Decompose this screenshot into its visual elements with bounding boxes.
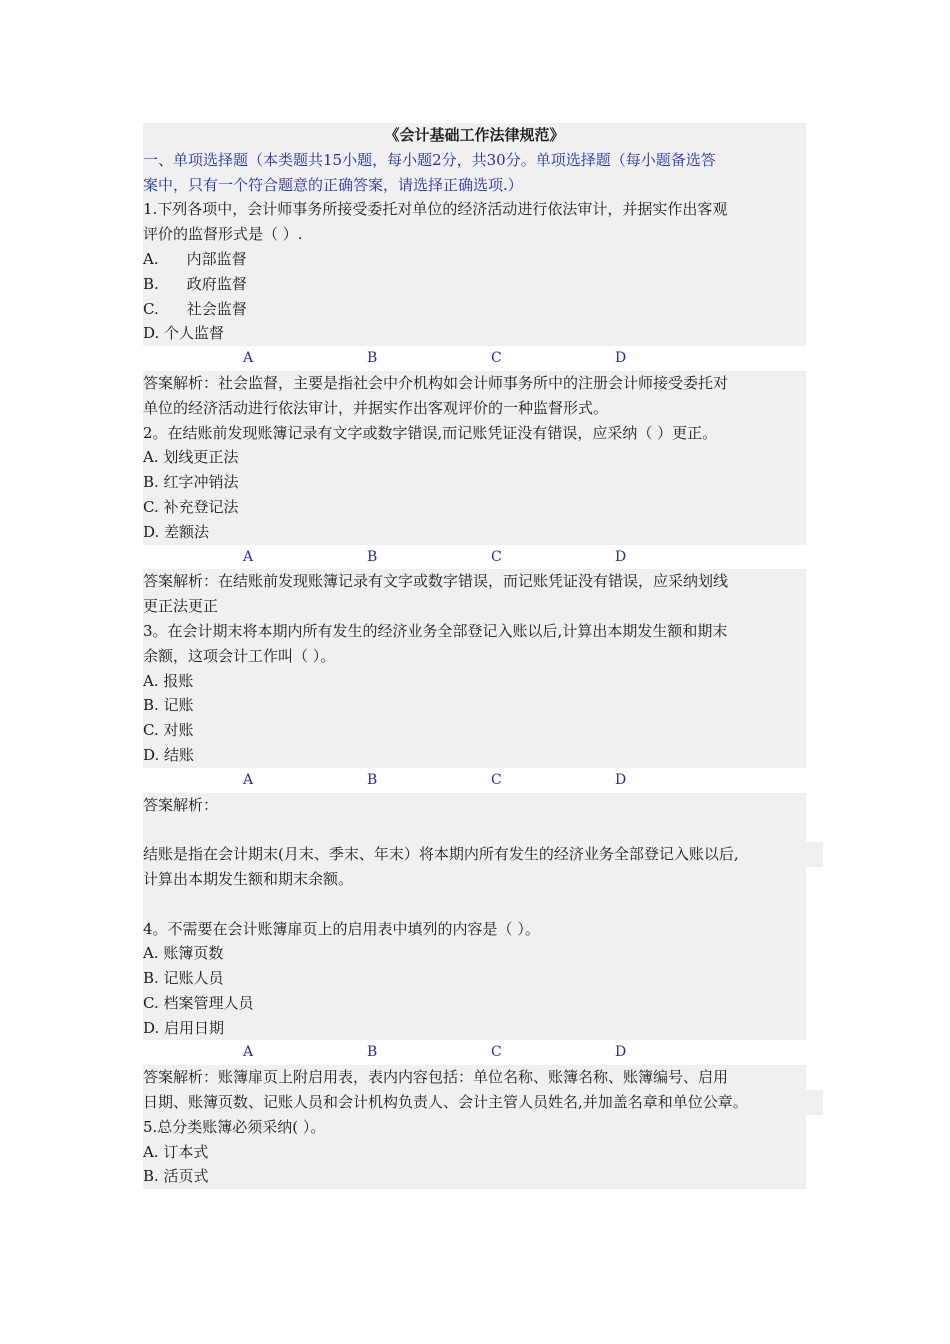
q4-analysis-line-1: 答案解析：账簿扉页上附启用表，表内内容包括：单位名称、账簿名称、账簿编号、启用 bbox=[143, 1065, 806, 1090]
q2-choice-c[interactable]: C bbox=[491, 548, 502, 565]
q1-choice-a[interactable]: A bbox=[243, 350, 254, 367]
q2-option-b: B. 红字冲销法 bbox=[143, 470, 806, 495]
q3-analysis-line-2: 计算出本期发生额和期末余额。 bbox=[143, 867, 806, 892]
q3-option-a: A. 报账 bbox=[143, 669, 806, 694]
q3-analysis-spacer bbox=[143, 817, 806, 842]
q2-analysis-line-1: 答案解析：在结账前发现账簿记录有文字或数字错误，而记账凭证没有错误，应采纳划线 bbox=[143, 569, 806, 594]
q1-option-c bbox=[143, 297, 806, 322]
q1-analysis-line-2: 单位的经济活动进行依法审计，并据实作出客观评价的一种监督形式。 bbox=[143, 396, 806, 421]
q2-option-d: D. 差额法 bbox=[143, 520, 806, 545]
q1-option-c-prefix: C. bbox=[143, 299, 159, 318]
q1-stem-line-2: 评价的监督形式是（ ）. bbox=[143, 222, 806, 247]
q1-option-c-text: 社会监督 bbox=[186, 299, 247, 318]
q1-analysis-line-1: 答案解析：社会监督，主要是指社会中介机构如会计师事务所中的注册会计师接受委托对 bbox=[143, 371, 806, 396]
exam-content bbox=[143, 123, 806, 1189]
section-header-line-1: 一、单项选择题（本类题共15小题，每小题2分，共30分。单项选择题（每小题备选答 bbox=[143, 148, 806, 173]
q4-analysis-line-2: 日期、账簿页数、记账人员和会计机构负责人、会计主管人员姓名,并加盖名章和单位公章。 bbox=[143, 1090, 823, 1115]
q3-stem-line-1: 3。在会计期末将本期内所有发生的经济业务全部登记入账以后,计算出本期发生额和期末 bbox=[143, 619, 806, 644]
q2-choice-a[interactable]: A bbox=[243, 548, 254, 565]
q1-option-b-prefix: B. bbox=[143, 274, 159, 293]
q1-stem-line-1: 1.下列各项中，会计师事务所接受委托对单位的经济活动进行依法审计，并据实作出客观 bbox=[143, 197, 806, 222]
q3-analysis-label: 答案解析： bbox=[143, 793, 806, 818]
q5-option-a: A. 订本式 bbox=[143, 1140, 806, 1165]
q4-option-d: D. 启用日期 bbox=[143, 1016, 806, 1041]
q3-choice-b[interactable]: B bbox=[367, 771, 378, 788]
q3-choice-c[interactable]: C bbox=[491, 771, 502, 788]
q1-option-d: D. 个人监督 bbox=[143, 321, 806, 346]
q3-option-d: D. 结账 bbox=[143, 743, 806, 768]
q2-answer-choices bbox=[143, 545, 806, 570]
q2-choice-b[interactable]: B bbox=[367, 548, 378, 565]
q1-option-b-text: 政府监督 bbox=[186, 274, 247, 293]
q3-choice-d[interactable]: D bbox=[615, 771, 627, 788]
q5-option-b: B. 活页式 bbox=[143, 1164, 806, 1189]
q2-option-a: A. 划线更正法 bbox=[143, 445, 806, 470]
q1-option-a bbox=[143, 247, 806, 272]
q4-choice-a[interactable]: A bbox=[243, 1044, 254, 1061]
q3-stem-line-2: 余额，这项会计工作叫（ ）。 bbox=[143, 644, 806, 669]
q1-option-a-prefix: A. bbox=[143, 249, 159, 268]
q1-option-b bbox=[143, 272, 806, 297]
q1-answer-choices bbox=[143, 346, 806, 371]
q3-analysis-spacer-2 bbox=[143, 892, 806, 917]
q2-option-c: C. 补充登记法 bbox=[143, 495, 806, 520]
q3-answer-choices bbox=[143, 768, 806, 793]
q1-choice-d[interactable]: D bbox=[615, 350, 627, 367]
q1-choice-b[interactable]: B bbox=[367, 350, 378, 367]
q3-option-b: B. 记账 bbox=[143, 693, 806, 718]
q4-option-c: C. 档案管理人员 bbox=[143, 991, 806, 1016]
q2-stem-line-1: 2。在结账前发现账簿记录有文字或数字错误,而记账凭证没有错误，应采纳（ ）更正。 bbox=[143, 421, 806, 446]
q3-analysis-line-1: 结账是指在会计期末(月末、季末、年末）将本期内所有发生的经济业务全部登记入账以后, bbox=[143, 842, 823, 867]
q3-choice-a[interactable]: A bbox=[243, 771, 254, 788]
q4-choice-b[interactable]: B bbox=[367, 1044, 378, 1061]
document-title: 《会计基础工作法律规范》 bbox=[143, 123, 806, 148]
q4-option-a: A. 账簿页数 bbox=[143, 941, 806, 966]
q5-stem-line-1: 5.总分类账簿必须采纳( ）。 bbox=[143, 1115, 806, 1140]
q4-answer-choices bbox=[143, 1040, 806, 1065]
q4-stem-line-1: 4。不需要在会计账簿扉页上的启用表中填列的内容是（ ）。 bbox=[143, 917, 806, 942]
section-header-line-2: 案中，只有一个符合题意的正确答案，请选择正确选项.） bbox=[143, 173, 806, 198]
q4-choice-d[interactable]: D bbox=[615, 1044, 627, 1061]
q1-choice-c[interactable]: C bbox=[491, 350, 502, 367]
q3-option-c: C. 对账 bbox=[143, 718, 806, 743]
q4-choice-c[interactable]: C bbox=[491, 1044, 502, 1061]
q4-option-b: B. 记账人员 bbox=[143, 966, 806, 991]
q2-choice-d[interactable]: D bbox=[615, 548, 627, 565]
q2-analysis-line-2: 更正法更正 bbox=[143, 594, 806, 619]
q1-option-a-text: 内部监督 bbox=[186, 249, 247, 268]
